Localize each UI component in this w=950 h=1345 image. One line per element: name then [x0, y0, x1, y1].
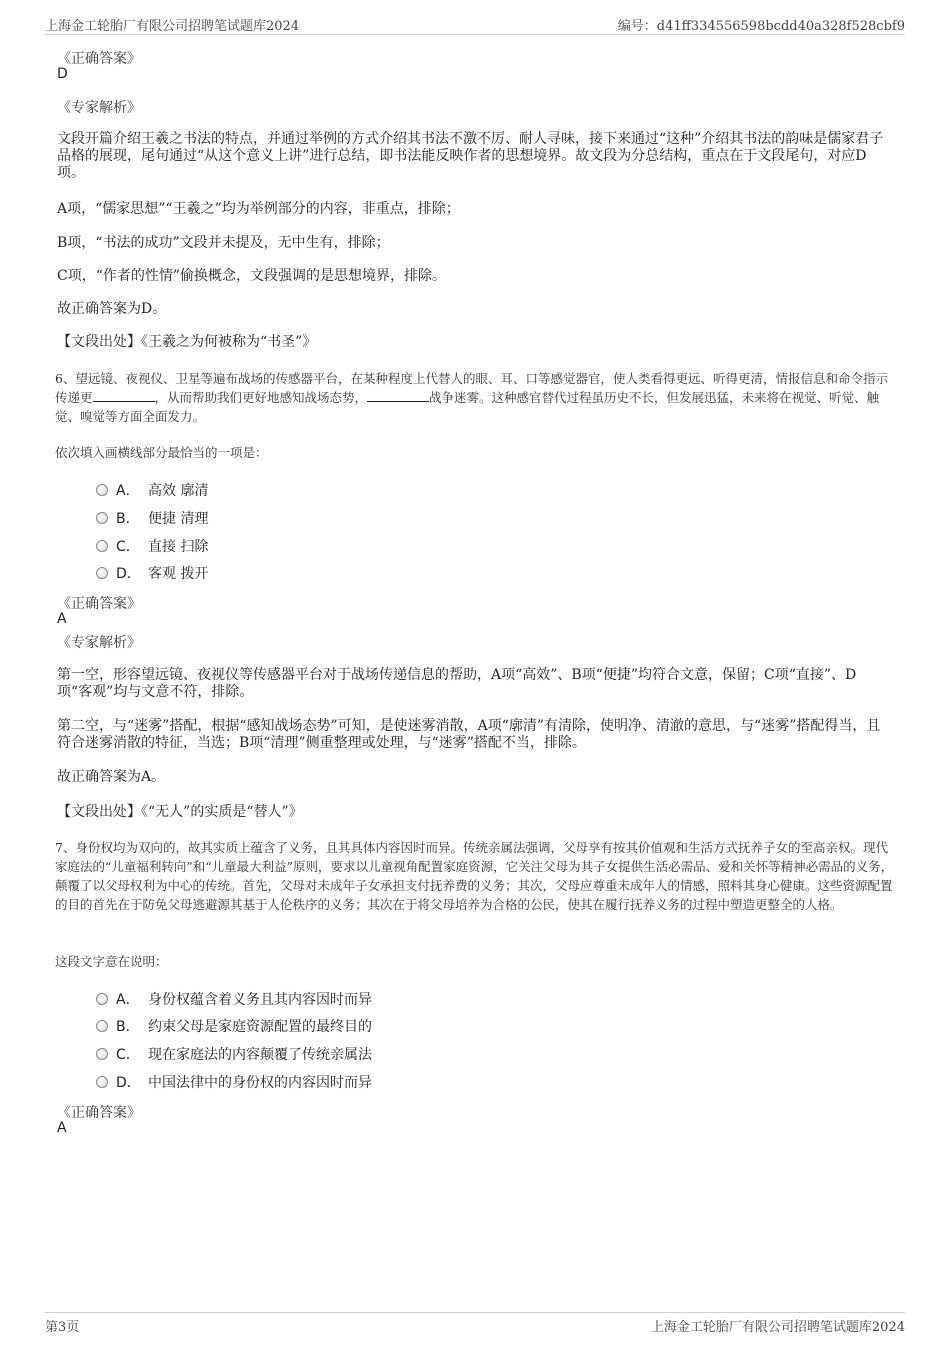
option-text: 客观 拨开 — [148, 566, 209, 582]
header-title: 上海金工轮胎厂有限公司招聘笔试题库2024 — [45, 19, 300, 34]
page-header — [45, 12, 905, 35]
option-key: C． — [116, 539, 140, 555]
q6-source: 【文段出处】《“无人”的实质是“替人”》 — [57, 804, 303, 820]
option-key: D． — [116, 566, 141, 582]
radio-icon[interactable] — [96, 1076, 108, 1088]
q6-stem-part2: ，从而帮助我们更好地感知战场态势， — [154, 390, 368, 405]
q6-option-d[interactable] — [96, 563, 208, 583]
q6-stem-part1: 6、望远镜、夜视仪、卫星等遍布战场的传感器平台，在某种程度上代替人的眼、耳、口等感觉器官，使人类看得更远、听得更清，情报信息和命令指示传递更 — [55, 371, 888, 405]
option-text: 中国法律中的身份权的内容因时而异 — [148, 1075, 372, 1091]
q6-prompt: 依次填入画横线部分最恰当的一项是： — [55, 445, 268, 460]
q5-analysis-p1: 文段开篇介绍王羲之书法的特点，并通过举例的方式介绍其书法不激不厉、耐人寻味，接下来通过“这种”介绍其书法的韵味是儒家君子品格的展现，尾句通过“从这个意义上讲”进行总结，即书法能反映作者的思想境界。故文段为分总结构，重点在于文段尾句，对应D项。 — [57, 131, 884, 181]
option-text: 直接 扫除 — [148, 539, 209, 555]
q5-source: 【文段出处】《王羲之为何被称为“书圣”》 — [57, 334, 317, 350]
q7-option-b[interactable] — [96, 1016, 372, 1036]
q7-option-d[interactable] — [96, 1072, 372, 1092]
q5-answer-label: 《正确答案》 — [57, 51, 141, 67]
q7-option-a[interactable] — [96, 989, 372, 1009]
q6-answer: A — [57, 611, 67, 627]
footer-page-number: 第3页 — [45, 1320, 80, 1335]
q6-analysis-p1: 第一空，形容望远镜、夜视仪等传感器平台对于战场传递信息的帮助，A项“高效”、B项“便捷”均符合文意，保留；C项“直接”、D项“客观”均与文意不符，排除。 — [57, 667, 857, 700]
option-key: C． — [116, 1047, 140, 1063]
option-text: 高效 廓清 — [148, 483, 209, 499]
radio-icon[interactable] — [96, 1020, 108, 1032]
q6-option-b[interactable] — [96, 508, 208, 528]
q6-conclusion: 故正确答案为A。 — [57, 769, 166, 785]
page-footer — [45, 1312, 905, 1335]
q6-analysis-label: 《专家解析》 — [57, 635, 141, 651]
q5-analysis-p4: C项，“作者的性情”偷换概念，文段强调的是思想境界，排除。 — [57, 268, 447, 284]
q5-analysis-label: 《专家解析》 — [57, 100, 141, 116]
option-key: D． — [116, 1075, 141, 1091]
radio-icon[interactable] — [96, 540, 108, 552]
option-key: A． — [116, 992, 140, 1008]
q7-prompt: 这段文字意在说明： — [55, 954, 168, 969]
q5-analysis-p2: A项，“儒家思想”“王羲之”均为举例部分的内容，非重点，排除； — [57, 201, 460, 217]
q6-analysis-p2: 第二空，与“迷雾”搭配，根据“感知战场态势”可知，是使迷雾消散，A项“廓清”有清除，使明净、清澈的意思，与“迷雾”搭配得当，且符合迷雾消散的特征，当选；B项“清理”侧重整理或处理，与“迷雾”搭配不当，排除。 — [57, 718, 881, 751]
option-key: A． — [116, 483, 140, 499]
radio-icon[interactable] — [96, 1048, 108, 1060]
radio-icon[interactable] — [96, 484, 108, 496]
footer-title: 上海金工轮胎厂有限公司招聘笔试题库2024 — [650, 1320, 905, 1335]
option-text: 便捷 清理 — [148, 511, 209, 527]
header-code: 编号：d41ff334556598bcdd40a328f528cbf9 — [617, 19, 905, 34]
q6-stem-part3: 战争迷雾。这种感官替代过程虽历史不长，但发展迅猛，未来将在视觉、听觉、触觉、嗅觉等方面全面发力。 — [55, 390, 880, 424]
q6-blank-2 — [367, 389, 429, 402]
q5-conclusion: 故正确答案为D。 — [57, 301, 167, 317]
option-text: 现在家庭法的内容颠覆了传统亲属法 — [148, 1047, 372, 1063]
radio-icon[interactable] — [96, 567, 108, 579]
option-key: B． — [116, 1019, 140, 1035]
q7-answer: A — [57, 1120, 67, 1136]
q5-analysis-p3: B项，“书法的成功”文段并未提及，无中生有，排除； — [57, 235, 390, 251]
option-text: 约束父母是家庭资源配置的最终目的 — [148, 1019, 372, 1035]
q6-option-a[interactable] — [96, 480, 208, 500]
option-key: B． — [116, 511, 140, 527]
q5-answer: D — [57, 66, 68, 82]
radio-icon[interactable] — [96, 993, 108, 1005]
q6-option-c[interactable] — [96, 536, 208, 556]
q6-answer-label: 《正确答案》 — [57, 596, 141, 612]
radio-icon[interactable] — [96, 512, 108, 524]
q7-option-c[interactable] — [96, 1044, 372, 1064]
q7-answer-label: 《正确答案》 — [57, 1105, 141, 1121]
q7-stem: 7、身份权均为双向的，故其实质上蕴含了义务，且其具体内容因时而异。传统亲属法强调，父母享有按其价值观和生活方式抚养子女的至高亲权。现代家庭法的“儿童福利转向”和“儿童最大利益”原则，要求以儿童视角配置家庭资源，它关注父母为其子女提供生活必需品、爱和关怀等精神必需品的义务，颠覆了以父母权利为中心的传统。首先，父母对未成年子女承担支付抚养费的义务；其次，父母应尊重未成年人的情感，照料其身心健康。这些资源配置的目的首先在于防免父母逃避源其基于人伦秩序的义务；其次在于将父母培养为合格的公民，使其在履行抚养义务的过程中塑造更整全的人格。 — [55, 840, 894, 912]
q6-blank-1 — [93, 389, 155, 402]
q6-stem — [55, 369, 900, 426]
option-text: 身份权蕴含着义务且其内容因时而异 — [148, 992, 372, 1008]
